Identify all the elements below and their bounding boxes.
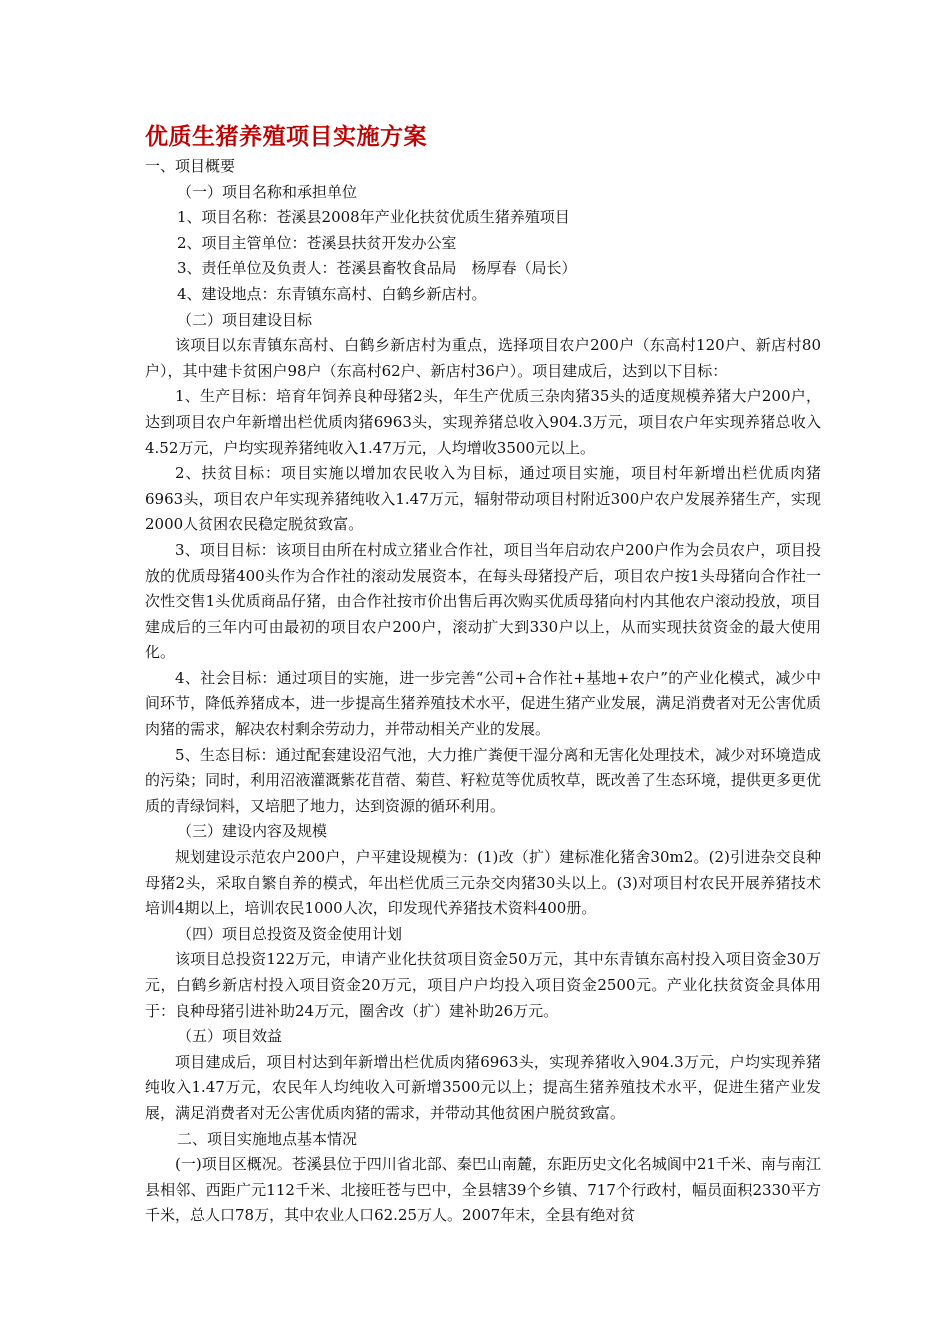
paragraph: 4、社会目标：通过项目的实施，进一步完善“公司+合作社+基地+农户”的产业化模式，减少中间环节，降低养猪成本，进一步提高生猪养殖技术水平，促进生猪产业发展，满足消费者对无公害优质肉猪的需求，解决农村剩余劳动力，并带动相关产业的发展。: [145, 668, 821, 739]
paragraph: 3、项目目标：该项目由所在村成立猪业合作社，项目当年启动农户200户作为会员农户，项目投放的优质母猪400头作为合作社的滚动发展资本，在每头母猪投产后，项目农户按1头母猪向合作社一次性交售1头优质商品仔猪，由合作社按市价出售后再次购买优质母猪向村内其他农户滚动投放，项目建成后的三年内可由最初的项目农户200户，滚动扩大到330户以上，从而实现扶贫资金的最大使用化。: [145, 540, 821, 662]
paragraph: 项目建成后，项目村达到年新增出栏优质肉猪6963头，实现养猪收入904.3万元，户均实现养猪纯收入1.47万元，农民年人均纯收入可新增3500元以上；提高生猪养殖技术水平，促进生猪产业发展，满足消费者对无公害优质肉猪的需求，并带动其他贫困户脱贫致富。: [145, 1052, 821, 1122]
subsection-heading: （五）项目效益: [177, 1027, 283, 1046]
paragraph: 5、生态目标：通过配套建设沼气池，大力推广粪便干湿分离和无害化处理技术，减少对环境造成的污染；同时，利用沼液灌溉紫花苜蓿、菊苣、籽粒苋等优质牧草，既改善了生态环境，提供更多更优质的青绿饲料，又培肥了地力，达到资源的循环利用。: [145, 745, 821, 815]
section-heading: 二、项目实施地点基本情况: [177, 1129, 358, 1148]
paragraph: 该项目以东青镇东高村、白鹤乡新店村为重点，选择项目农户200户（东高村120户、新店村80户），其中建卡贫困户98户（东高村62户、新店村36户）。项目建成后，达到以下目标：: [145, 336, 821, 380]
list-item: 1、项目名称：苍溪县2008年产业化扶贫优质生猪养殖项目: [177, 208, 570, 227]
paragraph: (一)项目区概况。苍溪县位于四川省北部、秦巴山南麓，东距历史文化名城阆中21千米、南与南江县相邻、西距广元112千米、北接旺苍与巴中，全县辖39个乡镇、717个行政村，幅员面积2330平方千米，总人口78万，其中农业人口62.25万人。2007年末，全县有绝对贫: [145, 1155, 821, 1225]
subsection-heading: （二）项目建设目标: [177, 310, 313, 329]
paragraph: 2、扶贫目标：项目实施以增加农民收入为目标，通过项目实施，项目村年新增出栏优质肉猪6963头，项目农户年实现养猪纯收入1.47万元，辐射带动项目村附近300户农户发展养猪生产，实现2000人贫困农民稳定脱贫致富。: [145, 464, 821, 534]
list-item: 2、项目主管单位：苍溪县扶贫开发办公室: [177, 233, 457, 252]
subsection-heading: （四）项目总投资及资金使用计划: [177, 924, 403, 943]
list-item: 3、责任单位及负责人：苍溪县畜牧食品局 杨厚春（局长）: [177, 259, 577, 278]
subsection-heading: （三）建设内容及规模: [177, 822, 328, 841]
list-item: 4、建设地点：东青镇东高村、白鹤乡新店村。: [177, 284, 487, 303]
document-body: [145, 154, 821, 1229]
document-title: 优质生猪养殖项目实施方案: [145, 124, 427, 150]
section-heading: 一、项目概要: [145, 157, 236, 175]
paragraph: 1、生产目标：培育年饲养良种母猪2头，年生产优质三杂肉猪35头的适度规模养猪大户200户，达到项目农户年新增出栏优质肉猪6963头，实现养猪总收入904.3万元，项目农户年实现养猪总收入4.52万元，户均实现养猪纯收入1.47万元，人均增收3500元以上。: [145, 387, 821, 457]
document-page: [145, 120, 821, 1229]
paragraph: 该项目总投资122万元，申请产业化扶贫项目资金50万元，其中东青镇东高村投入项目资金30万元，白鹤乡新店村投入项目资金20万元，项目户户均投入项目资金2500元。产业化扶贫资金具体用于：良种母猪引进补助24万元，圈舍改（扩）建补助26万元。: [145, 950, 821, 1020]
paragraph: 规划建设示范农户200户，户平建设规模为：(1)改（扩）建标准化猪舍30m2。(2)引进杂交良种母猪2头，采取自繁自养的模式，年出栏优质三元杂交肉猪30头以上。(3)对项目村农民开展养猪技术培训4期以上，培训农民1000人次，印发现代养猪技术资料400册。: [145, 848, 821, 918]
subsection-heading: （一）项目名称和承担单位: [177, 182, 358, 201]
